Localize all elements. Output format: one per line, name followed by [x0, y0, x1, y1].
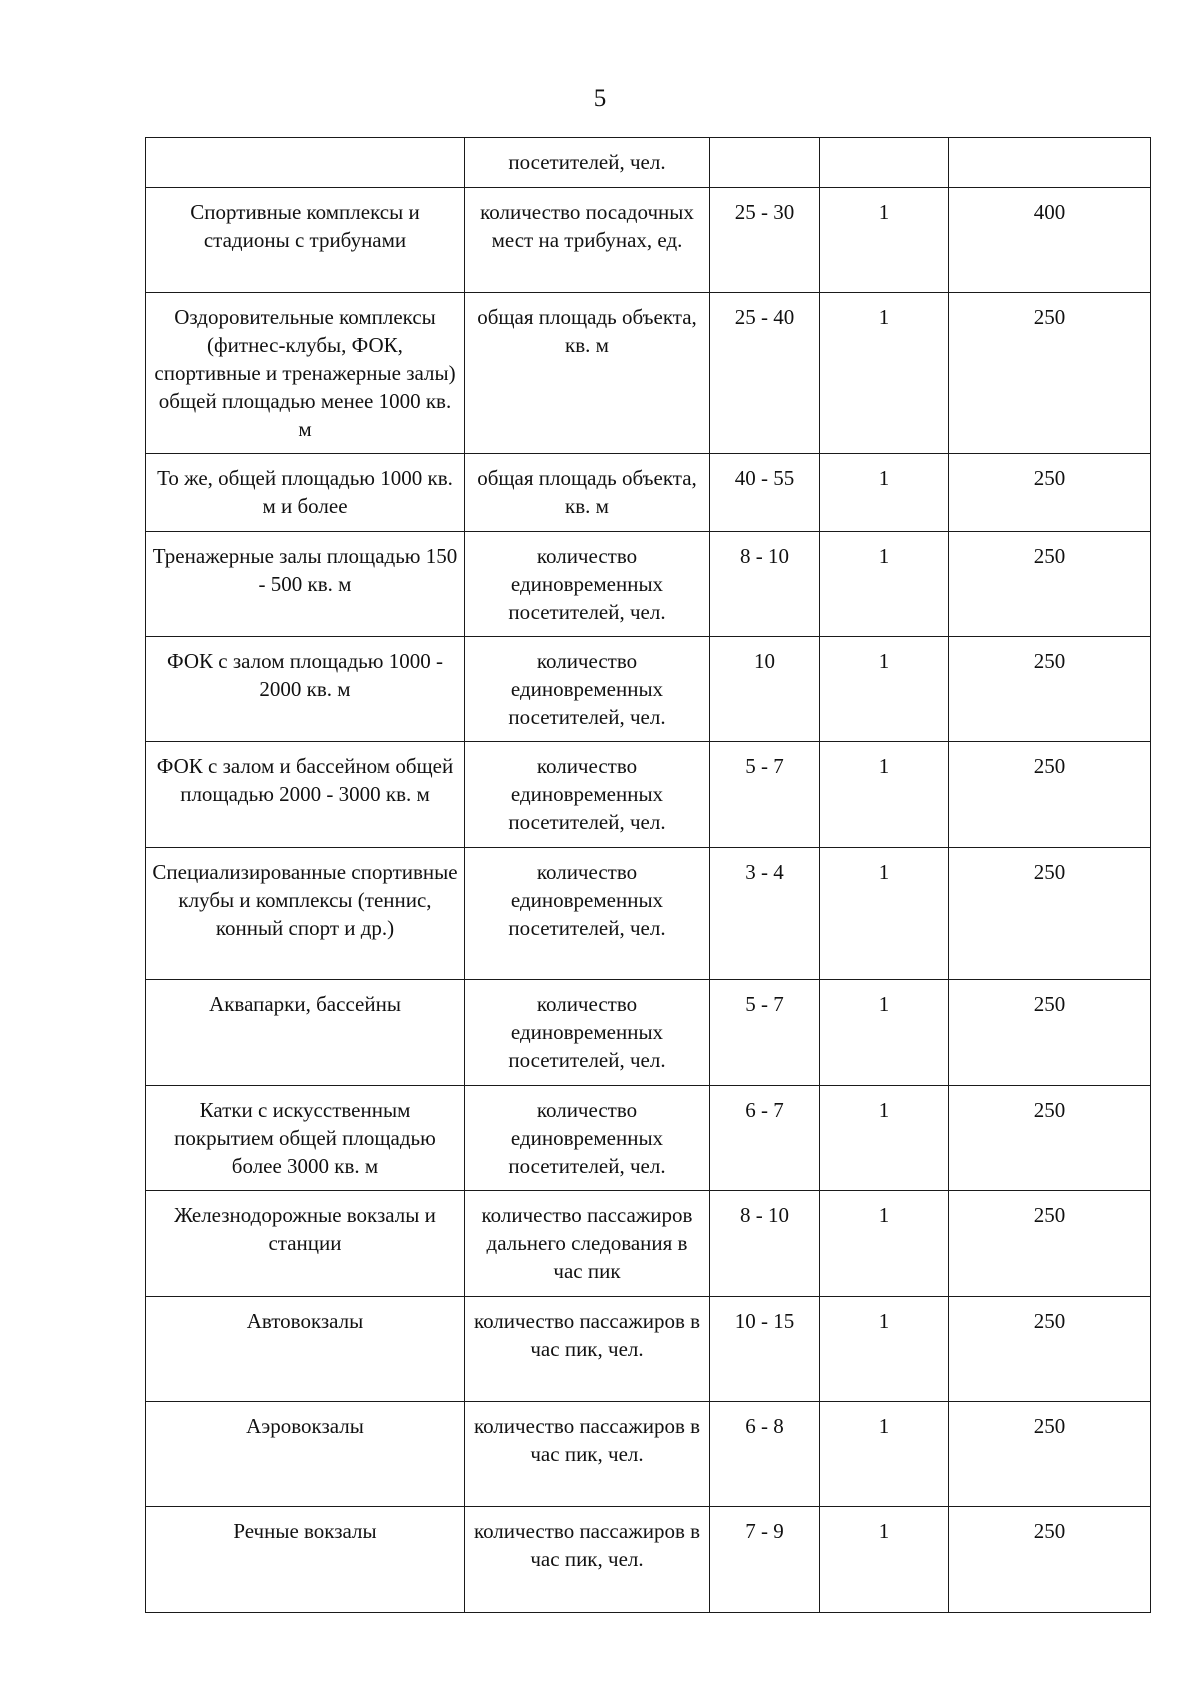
- norm-value-cell: 25 - 30: [710, 188, 820, 293]
- object-type-cell: [146, 138, 465, 188]
- norm-value-cell: 10 - 15: [710, 1297, 820, 1402]
- sanitary-gap-cell: 250: [949, 1086, 1151, 1191]
- sanitary-gap-cell: 250: [949, 848, 1151, 980]
- parking-spaces-cell: 1: [820, 1086, 949, 1191]
- sanitary-gap-cell: 400: [949, 188, 1151, 293]
- table-row: [146, 848, 1151, 980]
- calculation-unit-cell: количество пассажиров в час пик, чел.: [465, 1297, 710, 1402]
- calculation-unit-cell: количество единовременных посетителей, чел.: [465, 637, 710, 742]
- norm-value-cell: 40 - 55: [710, 454, 820, 532]
- table-row: [146, 1507, 1151, 1613]
- sanitary-gap-cell: 250: [949, 742, 1151, 848]
- object-type-cell: Автовокзалы: [146, 1297, 465, 1402]
- parking-norms-table: [145, 137, 1151, 1613]
- calculation-unit-cell: количество единовременных посетителей, чел.: [465, 1086, 710, 1191]
- calculation-unit-cell: количество пассажиров в час пик, чел.: [465, 1507, 710, 1613]
- parking-spaces-cell: 1: [820, 1507, 949, 1613]
- calculation-unit-cell: количество единовременных посетителей, чел.: [465, 532, 710, 637]
- object-type-cell: ФОК с залом площадью 1000 - 2000 кв. м: [146, 637, 465, 742]
- object-type-cell: Аквапарки, бассейны: [146, 980, 465, 1086]
- norm-value-cell: 6 - 7: [710, 1086, 820, 1191]
- table-row: [146, 637, 1151, 742]
- calculation-unit-cell: общая площадь объекта, кв. м: [465, 454, 710, 532]
- parking-spaces-cell: 1: [820, 293, 949, 454]
- table-row: [146, 454, 1151, 532]
- table-row: [146, 532, 1151, 637]
- sanitary-gap-cell: 250: [949, 637, 1151, 742]
- parking-spaces-cell: 1: [820, 848, 949, 980]
- object-type-cell: Тренажерные залы площадью 150 - 500 кв. м: [146, 532, 465, 637]
- sanitary-gap-cell: 250: [949, 1507, 1151, 1613]
- calculation-unit-cell: количество единовременных посетителей, чел.: [465, 742, 710, 848]
- parking-spaces-cell: 1: [820, 532, 949, 637]
- table-row: [146, 1191, 1151, 1297]
- page-number: 5: [593, 85, 607, 112]
- table-row: [146, 1086, 1151, 1191]
- parking-spaces-cell: 1: [820, 188, 949, 293]
- sanitary-gap-cell: 250: [949, 1297, 1151, 1402]
- sanitary-gap-cell: 250: [949, 532, 1151, 637]
- sanitary-gap-cell: 250: [949, 1191, 1151, 1297]
- calculation-unit-cell: количество единовременных посетителей, чел.: [465, 980, 710, 1086]
- object-type-cell: ФОК с залом и бассейном общей площадью 2000 - 3000 кв. м: [146, 742, 465, 848]
- calculation-unit-cell: общая площадь объекта, кв. м: [465, 293, 710, 454]
- table-row: [146, 188, 1151, 293]
- norm-value-cell: [710, 138, 820, 188]
- calculation-unit-cell: количество посадочных мест на трибунах, ед.: [465, 188, 710, 293]
- parking-spaces-cell: 1: [820, 1297, 949, 1402]
- norm-value-cell: 5 - 7: [710, 742, 820, 848]
- parking-spaces-cell: 1: [820, 637, 949, 742]
- table-row: [146, 980, 1151, 1086]
- object-type-cell: Железнодорожные вокзалы и станции: [146, 1191, 465, 1297]
- sanitary-gap-cell: [949, 138, 1151, 188]
- parking-spaces-cell: 1: [820, 1402, 949, 1507]
- object-type-cell: Специализированные спортивные клубы и комплексы (теннис, конный спорт и др.): [146, 848, 465, 980]
- table-row: [146, 1297, 1151, 1402]
- parking-spaces-cell: 1: [820, 742, 949, 848]
- object-type-cell: Спортивные комплексы и стадионы с трибунами: [146, 188, 465, 293]
- sanitary-gap-cell: 250: [949, 454, 1151, 532]
- calculation-unit-cell: количество пассажиров дальнего следования в час пик: [465, 1191, 710, 1297]
- norm-value-cell: 10: [710, 637, 820, 742]
- parking-spaces-cell: 1: [820, 454, 949, 532]
- object-type-cell: Катки с искусственным покрытием общей площадью более 3000 кв. м: [146, 1086, 465, 1191]
- norm-value-cell: 3 - 4: [710, 848, 820, 980]
- table-row: [146, 293, 1151, 454]
- table-body: [146, 138, 1151, 1613]
- norm-value-cell: 8 - 10: [710, 1191, 820, 1297]
- norm-value-cell: 25 - 40: [710, 293, 820, 454]
- parking-spaces-cell: 1: [820, 980, 949, 1086]
- norm-value-cell: 5 - 7: [710, 980, 820, 1086]
- sanitary-gap-cell: 250: [949, 1402, 1151, 1507]
- parking-spaces-cell: [820, 138, 949, 188]
- table-row: [146, 1402, 1151, 1507]
- sanitary-gap-cell: 250: [949, 980, 1151, 1086]
- table-row: [146, 742, 1151, 848]
- parking-spaces-cell: 1: [820, 1191, 949, 1297]
- calculation-unit-cell: посетителей, чел.: [465, 138, 710, 188]
- norm-value-cell: 6 - 8: [710, 1402, 820, 1507]
- object-type-cell: Оздоровительные комплексы (фитнес-клубы, ФОК, спортивные и тренажерные залы) общей площадью менее 1000 кв. м: [146, 293, 465, 454]
- sanitary-gap-cell: 250: [949, 293, 1151, 454]
- object-type-cell: То же, общей площадью 1000 кв. м и более: [146, 454, 465, 532]
- norm-value-cell: 7 - 9: [710, 1507, 820, 1613]
- norm-value-cell: 8 - 10: [710, 532, 820, 637]
- calculation-unit-cell: количество единовременных посетителей, чел.: [465, 848, 710, 980]
- object-type-cell: Речные вокзалы: [146, 1507, 465, 1613]
- object-type-cell: Аэровокзалы: [146, 1402, 465, 1507]
- table-row: [146, 138, 1151, 188]
- calculation-unit-cell: количество пассажиров в час пик, чел.: [465, 1402, 710, 1507]
